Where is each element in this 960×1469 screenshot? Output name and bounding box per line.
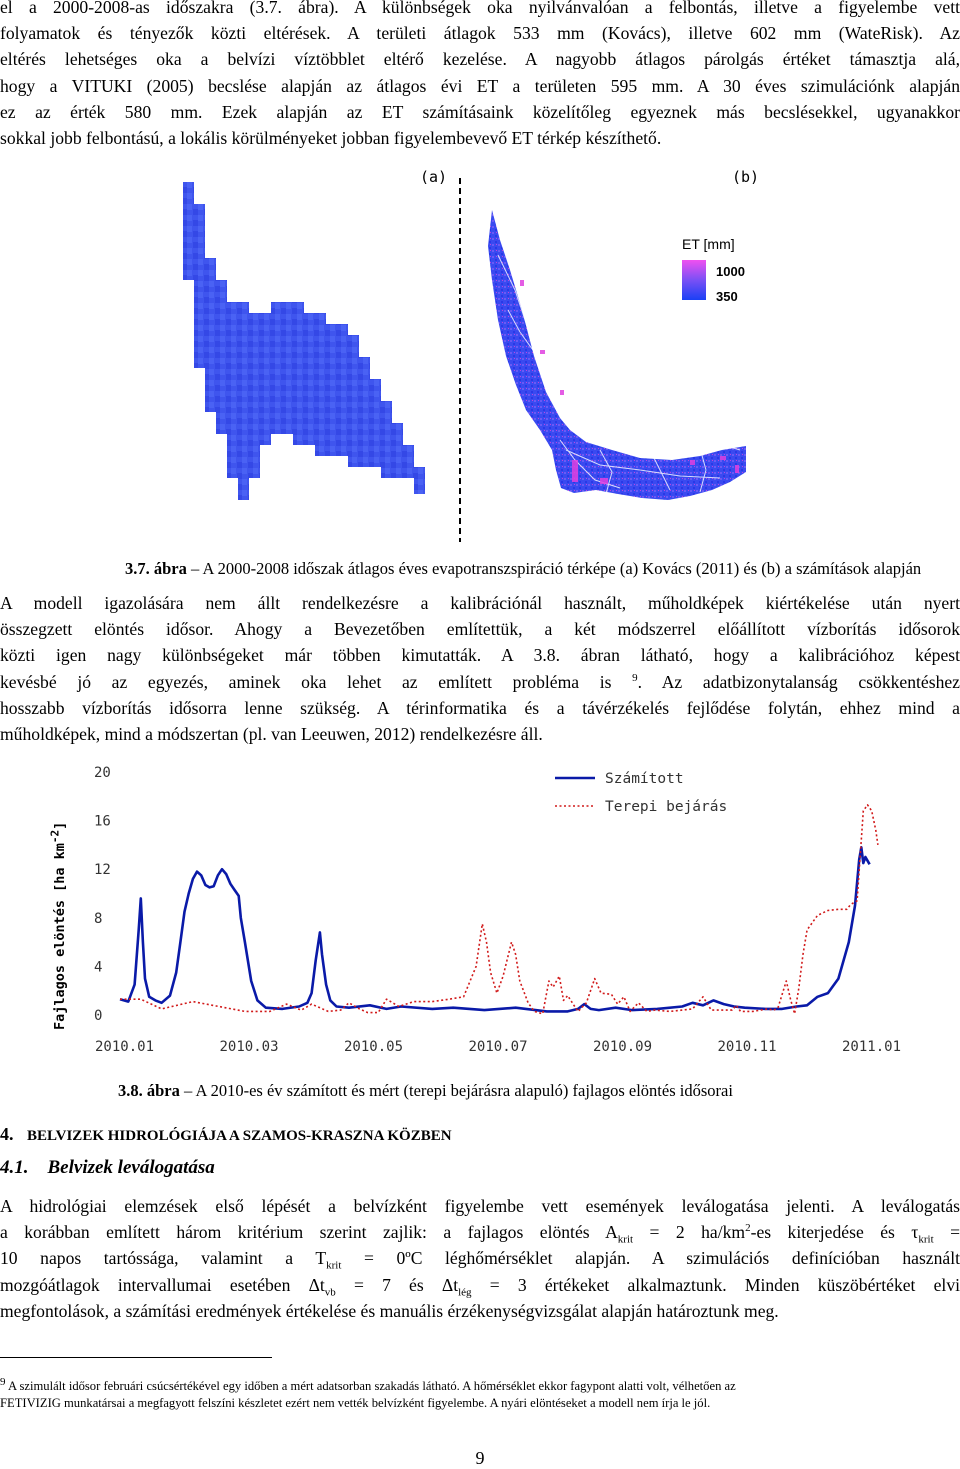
text-segment: kevésbé jó az egyezés, aminek oka lehet az említett probléma is — [0, 671, 612, 692]
section-heading-4 — [0, 1124, 452, 1145]
legend-label-terepi: Terepi bejárás — [605, 799, 728, 815]
text-line: összegzett elöntés idősor. Ahogy a Bevezetőben említettük, a két módszerrel előállított vízborítás idősorok — [0, 619, 960, 640]
legend-title: ET [mm] — [682, 236, 735, 252]
superscript: 2 — [745, 1222, 751, 1235]
y-axis-label — [48, 821, 68, 1030]
subscript: krit — [326, 1259, 342, 1272]
legend-label-szamitott: Számított — [605, 771, 684, 787]
text-line: A hidrológiai elemzések első lépését a belvízként figyelembe vett események leválogatása jelenti. A leválogatás — [0, 1196, 960, 1216]
x-tick-label: 2010.11 — [717, 1039, 777, 1055]
selection-paragraph — [0, 1193, 960, 1324]
text-line: hogy a VITUKI (2005) becslése alapján az átlagos évi ET a területen 595 mm. A 30 éves szimulációnk alapján — [0, 75, 960, 96]
text-segment: = — [933, 1222, 960, 1243]
et-map-svg — [0, 160, 960, 550]
text-line — [0, 1245, 960, 1271]
text-line: folyamatok és tényezők közti eltérések. A területi átlagok 533 mm (Kovács), illetve 602 mm (WateRisk). Az — [0, 23, 960, 44]
text-segment: . Az adatbizonytalanság csökkentéshez — [637, 671, 960, 692]
et-map-figure — [0, 160, 960, 550]
text-line: A modell igazolására nem állt rendelkezésre a kalibrációnál használt, műholdképek kiértékelése után nyert — [0, 593, 960, 613]
flooding-chart — [0, 760, 960, 1060]
text-segment: = 3 értékeket alkalmaztunk. Minden küszöbértéket elvi — [471, 1274, 960, 1295]
text-line: közti igen nagy különbségeket már többen kimutatták. A 3.8. ábran látható, hogy a kalibrációhoz képest — [0, 645, 960, 666]
footnote-line: FETIVIZIG munkatársai a megfagyott felszíni készletet ezért nem vették belvízként figyelembe. A nyári elöntéseket a modell nem írja le jól. — [0, 1396, 711, 1410]
text-segment: 10 napos tartóssága, valamint a T — [0, 1248, 327, 1269]
series-line-terepi — [120, 805, 878, 1014]
subscript: lég — [458, 1286, 472, 1299]
text-segment: mozgóátlagok intervallumai esetében Δt — [0, 1274, 325, 1295]
footnote-marker: 9 — [632, 671, 638, 684]
text-line: eltérés lehetséges oka a belvízi víztöbblet eltérő kezelése. A nagyobb átlagos párolgás értéket támasztja alá, — [0, 49, 960, 70]
x-tick-label: 2010.05 — [344, 1039, 404, 1055]
x-tick-label: 2010.01 — [95, 1039, 155, 1055]
figure-caption-3-7 — [125, 559, 921, 579]
panel-label-a: (a) — [420, 168, 448, 186]
legend-min: 350 — [716, 289, 738, 304]
legend-max: 1000 — [716, 264, 745, 279]
y-tick-label: 16 — [94, 813, 111, 830]
map-a-raster — [183, 182, 425, 500]
intro-paragraph — [0, 0, 960, 151]
text-segment: = 0ºC léghőmérséklet alapján. A szimulációs definícióban használt — [341, 1248, 960, 1269]
section-heading-4-1 — [0, 1157, 215, 1179]
footnote-mark: 9 — [0, 1375, 6, 1388]
text-line: hosszabb vízborítás idősorra lenne szükség. A térinformatika és a távérzékelés fejlődése folytán, ehhez mind a — [0, 697, 960, 718]
text-segment: a korábban említett három kritérium szerint zajlik: a fajlagos elöntés A — [0, 1222, 618, 1243]
page-number: 9 — [475, 1448, 485, 1468]
text-line: el a 2000-2008-as időszakra (3.7. ábra). A különbségek oka nyilvánvalóan a felbontás, illetve a figyelembe vett — [0, 0, 960, 17]
subscript: krit — [617, 1233, 634, 1246]
x-tick-label: 2011.01 — [842, 1039, 902, 1055]
legend-gradient — [682, 260, 706, 300]
text-segment: -es kiterjedése és τ — [750, 1222, 919, 1243]
y-axis-label-close: ] — [52, 821, 68, 830]
section-title: BELVIZEK HIDROLÓGIÁJA A SZAMOS-KRASZNA KÖZBEN — [27, 1128, 452, 1144]
caption-number: 3.7. ábra — [125, 559, 187, 578]
y-tick-label: 4 — [94, 959, 103, 976]
footnote-text: A szimulált idősor februári csúcsértékével egy időben a mért adatsorban szakadás látható. A hőmérséklet ekkor fagypont alatti volt, vélhetően az — [5, 1379, 736, 1393]
y-tick-label: 0 — [94, 1008, 103, 1024]
text-line: megfontolások, a számítási eredmények értékelése és manuális érzékenységvizsgálat alapján határoztunk meg. — [0, 1300, 779, 1321]
text-line — [0, 1219, 960, 1245]
text-line — [0, 1272, 960, 1298]
text-segment: = 7 és Δt — [335, 1274, 459, 1295]
caption-text: – A 2010-es év számított és mért (terepi bejárásra alapuló) fajlagos elöntés idősorai — [179, 1081, 733, 1100]
text-segment: = 2 ha/km — [633, 1222, 746, 1243]
section-title: Belvizek leválogatása — [47, 1157, 215, 1178]
section-number: 4.1. — [0, 1157, 29, 1178]
section-number: 4. — [0, 1124, 14, 1144]
subscript: vb — [324, 1286, 336, 1299]
text-line: ez az érték 580 mm. Ezek alapján az ET számításaink közelítőleg egyeznek más becslésekkel, ugyanakkor — [0, 101, 960, 122]
y-tick-label: 20 — [94, 765, 111, 781]
caption-text: – A 2000-2008 időszak átlagos éves evapotranszspiráció térképe (a) Kovács (2011) és (b) a számítások alapján — [186, 559, 922, 578]
y-tick-label: 12 — [94, 862, 111, 879]
figure-caption-3-8 — [118, 1081, 733, 1101]
map-b-raster — [488, 210, 746, 500]
panel-label-b: (b) — [732, 168, 760, 186]
x-tick-label: 2010.09 — [593, 1039, 653, 1055]
footnote-rule — [0, 1357, 272, 1358]
x-tick-label: 2010.03 — [219, 1039, 279, 1055]
text-line: sokkal jobb felbontású, a lokális körülményeket jobban figyelembevevő ET térkép készíthető. — [0, 128, 662, 149]
y-tick-label: 8 — [94, 910, 103, 927]
y-axis-label-exp: -2 — [48, 829, 62, 844]
y-axis-label-main: Fajlagos elöntés [ha km — [52, 843, 68, 1030]
model-paragraph — [0, 590, 960, 747]
x-tick-label: 2010.07 — [468, 1039, 528, 1055]
text-line-with-footnote — [0, 669, 960, 695]
caption-number: 3.8. ábra — [118, 1081, 180, 1100]
text-line: műholdképek, mind a módszertan (pl. van Leeuwen, 2012) rendelkezésre áll. — [0, 724, 543, 745]
flooding-chart-svg — [0, 760, 960, 1060]
footnote-line — [0, 1375, 960, 1395]
footnote — [0, 1375, 960, 1412]
subscript: krit — [918, 1233, 934, 1246]
